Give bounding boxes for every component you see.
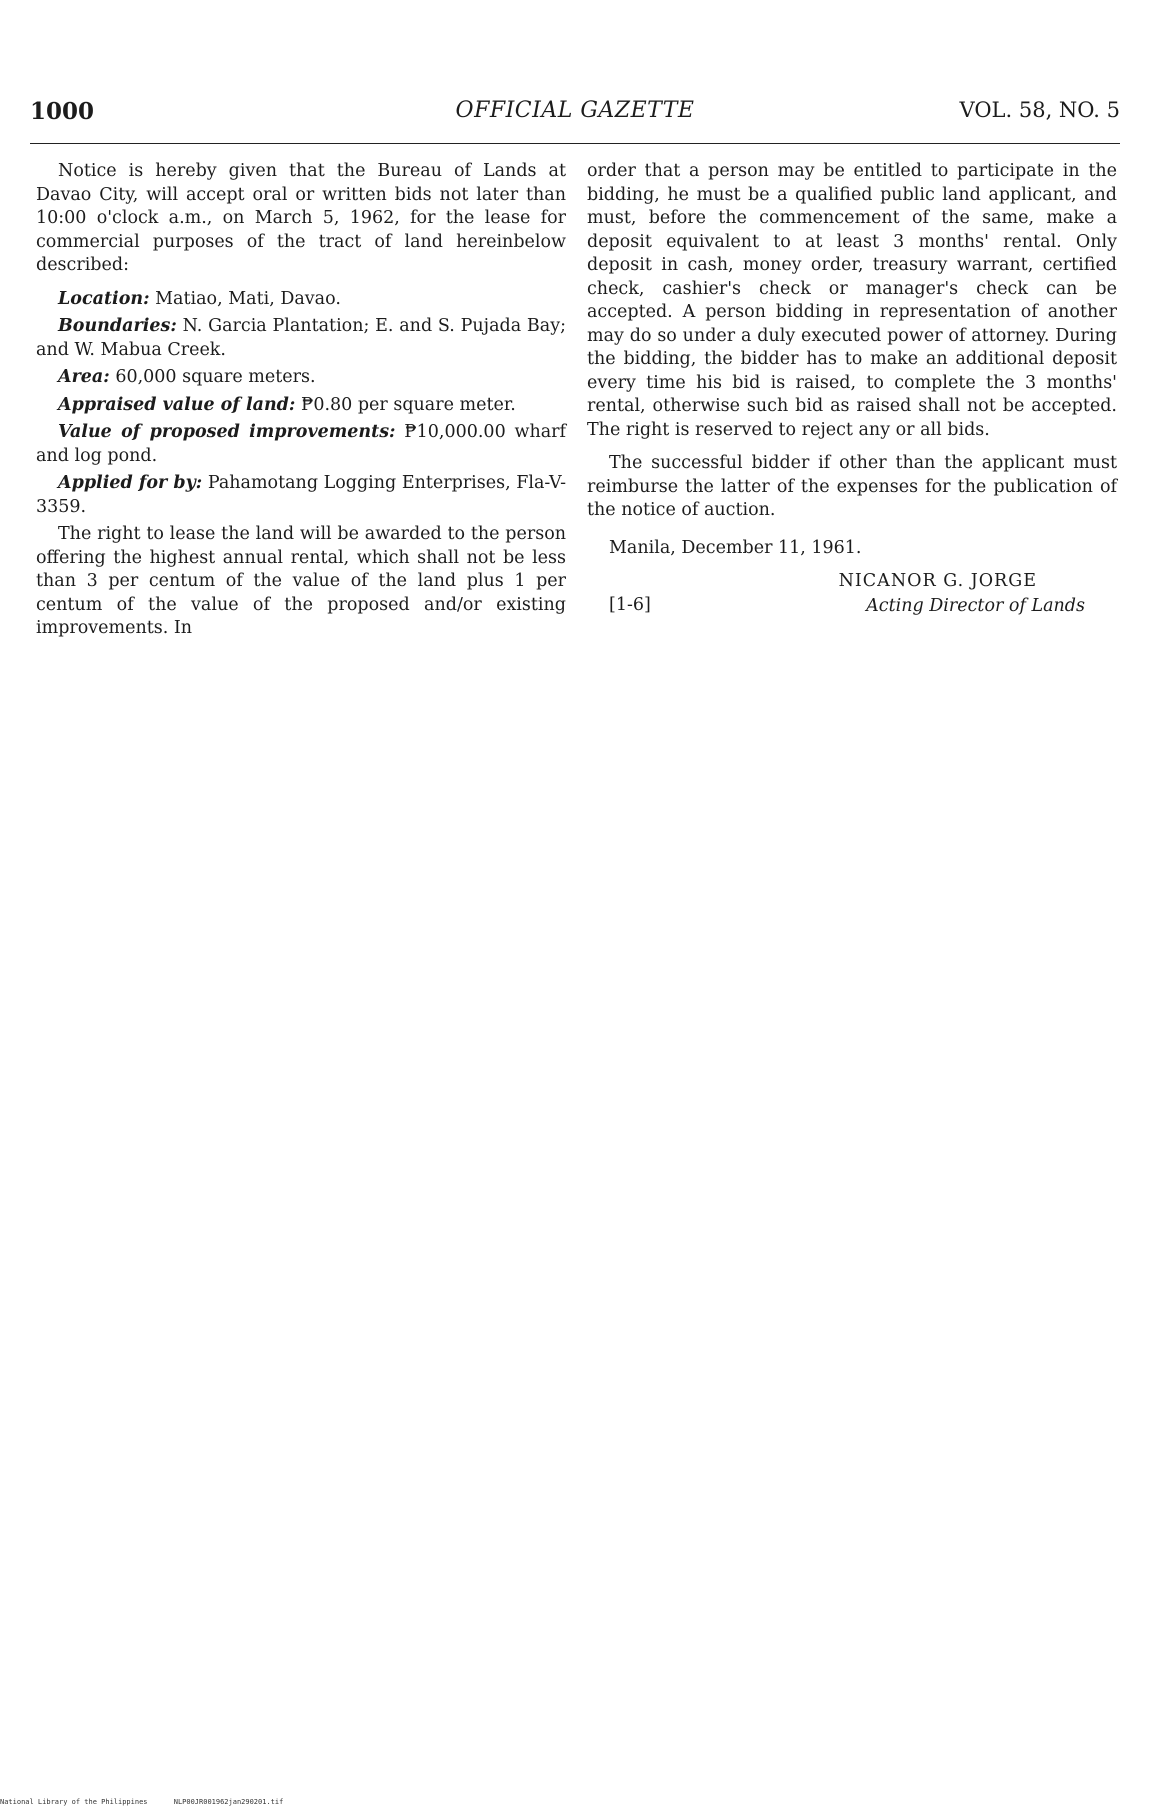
area-field	[36, 366, 566, 390]
applied-field	[36, 472, 566, 519]
location-field	[36, 288, 566, 312]
appraised-value: ₱0.80 per square meter.	[300, 394, 516, 415]
appraised-label: Appraised value of land:	[58, 394, 296, 415]
right-column	[587, 160, 1117, 622]
page-number: 1000	[30, 98, 95, 125]
signer-title: Acting Director of Lands	[866, 596, 1085, 616]
signer-name: NICANOR G. JORGE	[838, 571, 1037, 591]
header-rule	[30, 143, 1120, 144]
area-label: Area:	[58, 367, 110, 387]
notice-date: Manila, December 11, 1961.	[609, 537, 862, 558]
reimbursement-paragraph: The successful bidder if other than the applicant must reimburse the latter of the expenses for the publication of the notice of auction.	[587, 453, 1117, 520]
boundaries-value: N. Garcia Plantation; E. and S. Pujada Bay; and W. Mabua Creek.	[36, 316, 566, 360]
left-column	[36, 160, 566, 651]
improvements-field	[36, 421, 566, 468]
improvements-label: Value of proposed improvements:	[58, 422, 396, 442]
boundaries-label: Boundaries:	[58, 316, 177, 336]
issue-reference: [1-6]	[609, 595, 651, 615]
area-value: 60,000 square meters.	[115, 367, 316, 387]
location-label: Location:	[58, 288, 150, 309]
publication-title: OFFICIAL GAZETTE	[455, 98, 695, 123]
improvements-value: ₱10,000.00 wharf and log pond.	[36, 422, 566, 466]
boundaries-field	[36, 315, 566, 362]
signature-block	[587, 570, 1117, 622]
volume-number: VOL. 58, NO. 5	[959, 98, 1120, 122]
scan-footer	[0, 1798, 305, 1806]
library-credit: National Library of the Philippines	[0, 1798, 148, 1806]
appraised-field	[36, 394, 566, 418]
scan-file-id: NLP00JR001962jan290201.tif	[173, 1798, 284, 1806]
lease-award-paragraph: The right to lease the land will be awarded to the person offering the highest annual rental, which shall not be less than 3 per centum of the value of the land plus 1 per centum of the value of the proposed and/or existing improvements. In	[36, 524, 566, 638]
applied-value: Pahamotang Logging Enterprises, Fla-V-3359.	[36, 473, 567, 517]
applied-label: Applied for by:	[58, 473, 203, 493]
notice-intro: Notice is hereby given that the Bureau of Lands at Davao City, will accept oral or written bids not later than 10:00 o'clock a.m., on March 5, 1962, for the lease for commercial purposes of the tract of land hereinbelow described:	[36, 161, 566, 275]
bidding-requirements-paragraph: order that a person may be entitled to participate in the bidding, he must be a qualified public land applicant, and must, before the commencement of the same, make a deposit equivalent to at least 3 months' rental. Only deposit in cash, money order, treasury warrant, certified check, cashier's check or manager's check can be accepted. A person bidding in representation of another may do so under a duly executed power of attorney. During the bidding, the bidder has to make an additional deposit every time his bid is raised, to complete the 3 months' rental, otherwise such bid as raised shall not be accepted. The right is reserved to reject any or all bids.	[587, 161, 1117, 440]
page-header	[30, 98, 1120, 132]
location-value: Matiao, Mati, Davao.	[155, 288, 341, 309]
